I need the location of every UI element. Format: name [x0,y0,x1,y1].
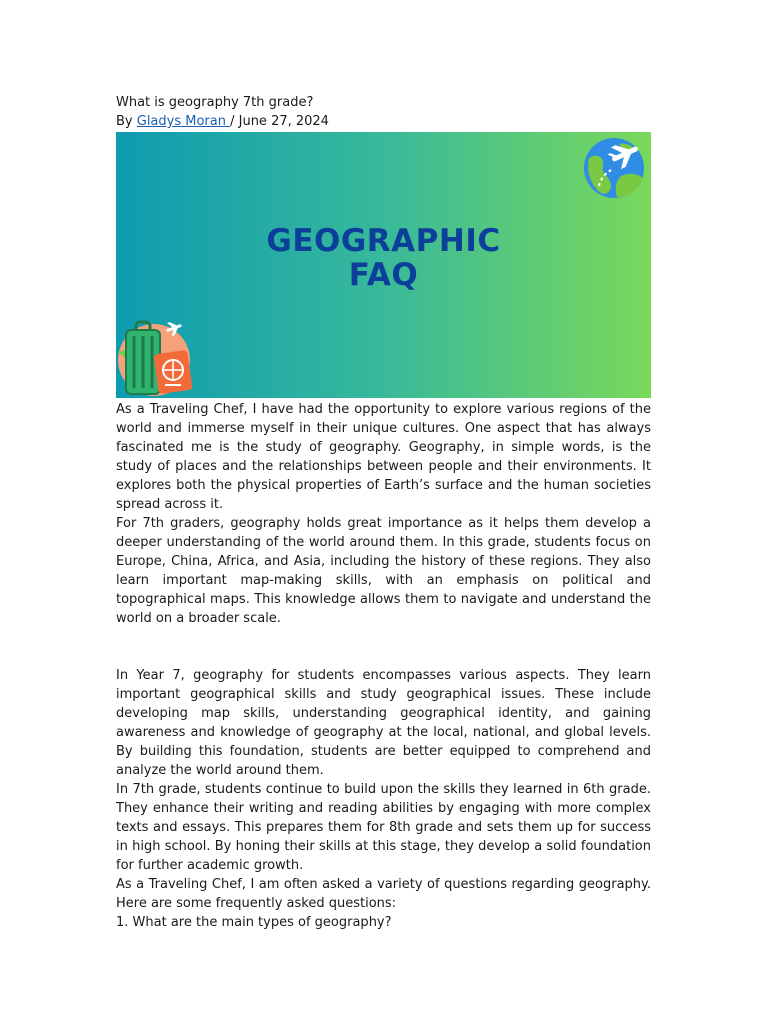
banner-title [116,224,651,292]
faq-question: 1. What are the main types of geography? [116,915,392,930]
paragraph: In 7th grade, students continue to build upon the skills they learned in 6th grade. They enhance their writing and reading abilities by engaging with more complex texts and essays. This prepares them for 8th grade and sets them up for success in high school. By honing their skills at this stage, they develop a solid foundation for further academic growth. [116,782,651,873]
banner-title-line2: FAQ [348,257,419,293]
byline [116,112,651,131]
publish-date: / June 27, 2024 [230,114,329,129]
paragraph: In Year 7, geography for students encompasses various aspects. They learn important geographical skills and study geographical issues. These include developing map skills, understanding geographical identity, and gaining awareness and knowledge of geography at the local, national, and global levels. By building this foundation, students are better equipped to comprehend and analyze the world around them. [116,668,651,778]
paragraph-spacer [116,628,651,666]
banner-title-line1: GEOGRAPHIC [266,223,501,259]
paragraph: As a Traveling Chef, I have had the opportunity to explore various regions of the world and immerse myself in their unique cultures. One aspect that has always fascinated me is the study of geography. Geography, in simple words, is the study of places and the relationships between people and their environments. It explores both the physical properties of Earth’s surface and the human societies spread across it. [116,402,651,512]
article [116,93,651,932]
article-body [116,400,651,932]
author-link[interactable]: Gladys Moran [136,114,231,129]
article-title: What is geography 7th grade? [116,95,314,110]
paragraph: For 7th graders, geography holds great importance as it helps them develop a deeper understanding of the world around them. In this grade, students focus on Europe, China, Africa, and Asia, including the history of these regions. They also learn important map-making skills, with an emphasis on political and topographical maps. This knowledge allows them to navigate and understand the world on a broader scale. [116,516,651,626]
hero-banner [116,132,651,398]
paragraph: As a Traveling Chef, I am often asked a variety of questions regarding geography. Here are some frequently asked questions: [116,877,651,911]
luggage-passport-icon [116,318,198,398]
by-prefix: By [116,114,137,129]
globe-airplane-icon [581,136,647,200]
